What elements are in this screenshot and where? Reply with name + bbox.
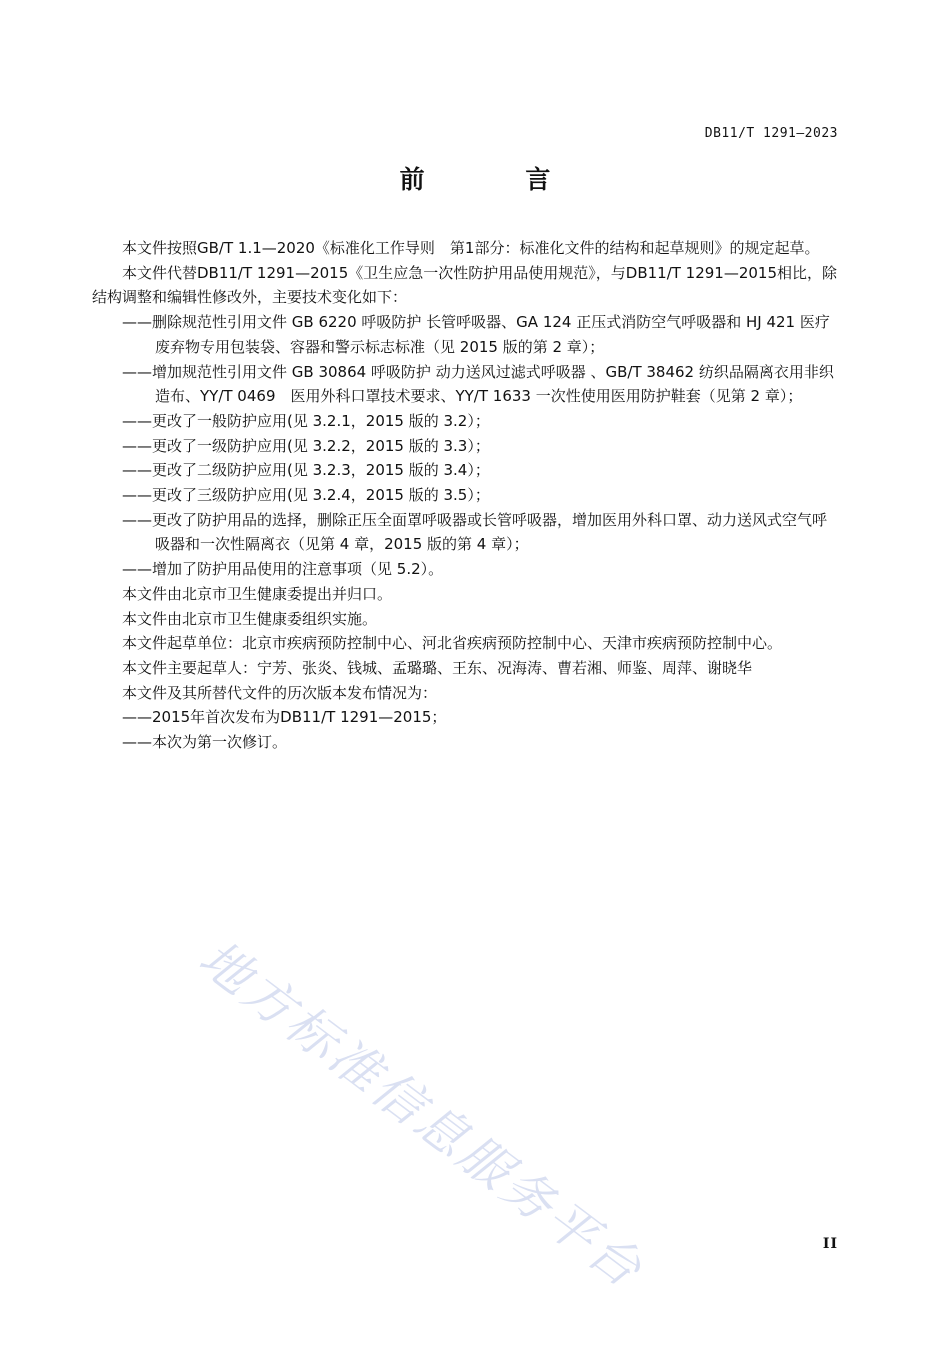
page-number: II [822, 1236, 838, 1252]
page-title: 前 言 [399, 165, 597, 194]
paragraph-drafters: 本文件主要起草人：宁芳、张炎、钱城、孟璐璐、王东、况海涛、曹若湘、师鉴、周萍、谢晓华 [122, 658, 753, 677]
change-item: ——删除规范性引用文件 GB 6220 呼吸防护 长管呼吸器、GA 124 正压式消防空气呼吸器和 HJ 421 医疗废弃物专用包装袋、容器和警示标志标准（见 2015 版的第 2 章）； [122, 313, 830, 356]
paragraph-history-intro: 本文件及其所替代文件的历次版本发布情况为： [122, 683, 438, 702]
paragraph-replacement: 本文件代替DB11/T 1291—2015《卫生应急一次性防护用品使用规范》，与DB11/T 1291—2015相比，除结构调整和编辑性修改外，主要技术变化如下： [92, 263, 838, 307]
paragraph-implementer: 本文件由北京市卫生健康委组织实施。 [122, 609, 378, 628]
document-code: DB11/T 1291—2023 [704, 126, 838, 141]
history-item: ——本次为第一次修订。 [122, 733, 288, 752]
change-item: ——增加了防护用品使用的注意事项（见 5.2）。 [122, 560, 444, 579]
change-item: ——更改了一般防护应用(见 3.2.1，2015 版的 3.2）； [122, 411, 490, 430]
document-body [92, 236, 840, 755]
paragraph-proposer: 本文件由北京市卫生健康委提出并归口。 [122, 584, 393, 603]
change-item: ——更改了防护用品的选择，删除正压全面罩呼吸器或长管呼吸器，增加医用外科口罩、动力送风式空气呼吸器和一次性隔离衣（见第 4 章，2015 版的第 4 章）； [122, 510, 828, 554]
change-item: ——更改了一级防护应用(见 3.2.2，2015 版的 3.3）； [122, 436, 490, 455]
watermark: 地方标准信息服务平台 [188, 928, 655, 1301]
change-item: ——增加规范性引用文件 GB 30864 呼吸防护 动力送风过滤式呼吸器 、GB/T 38462 纺织品隔离衣用非织造布、YY/T 0469 医用外科口罩技术要求、YY/T 1633 一次性使用医用防护鞋套（见第 2 章）； [122, 362, 834, 406]
paragraph-drafting-basis: 本文件按照GB/T 1.1—2020《标准化工作导则 第1部分：标准化文件的结构和起草规则》的规定起草。 [122, 239, 820, 257]
history-item: ——2015年首次发布为DB11/T 1291—2015； [122, 708, 447, 727]
change-item: ——更改了二级防护应用(见 3.2.3，2015 版的 3.4）； [122, 461, 490, 480]
change-item: ——更改了三级防护应用(见 3.2.4，2015 版的 3.5）； [122, 486, 490, 505]
paragraph-drafting-units: 本文件起草单位：北京市疾病预防控制中心、河北省疾病预防控制中心、天津市疾病预防控制中心。 [122, 634, 783, 653]
